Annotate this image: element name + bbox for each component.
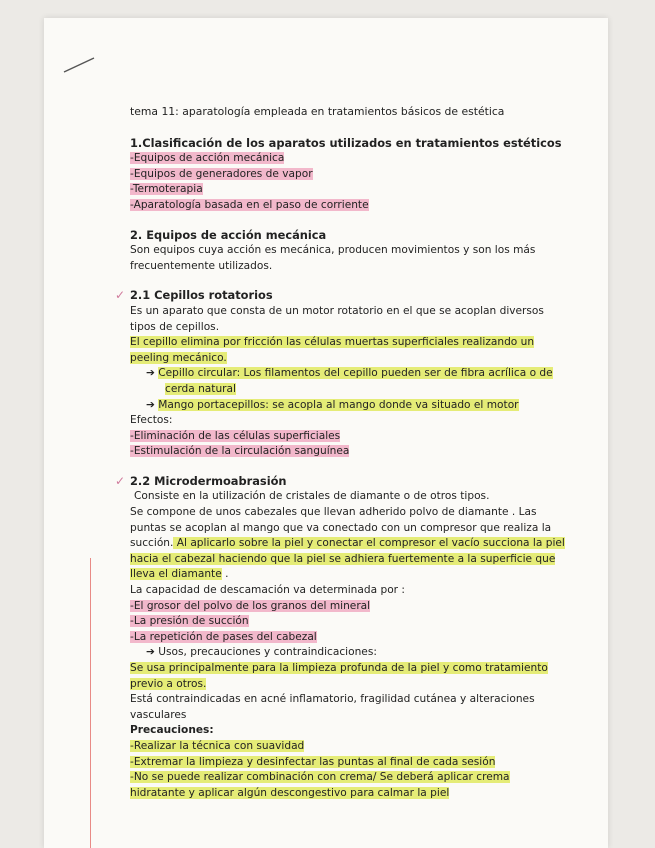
margin-line [90,558,91,848]
s22-highlight: hacia el cabezal haciendo que la piel se adhiera fuertemente a la superficie que [130,552,556,565]
bullet-mango: Mango portacepillos: se acopla al mango donde va situado el motor [158,398,519,411]
precaucion-item: hidratante y aplicar algún descongestivo para calmar la piel [130,786,450,799]
capacidad-item: -La repetición de pases del cabezal [130,630,317,643]
s1-item: -Aparatología basada en el paso de corriente [130,198,369,211]
section-1-heading: 1.Clasificación de los aparatos utilizados en tratamientos estéticos [130,135,562,150]
precauciones-label: Precauciones: [130,724,214,737]
contra-text: Está contraindicadas en acné inflamatorio, fragilidad cutánea y alteraciones [130,693,535,706]
section-2-heading: 2. Equipos de acción mecánica [130,227,327,242]
s21-text: Es un aparato que consta de un motor rotatorio en el que se acoplan diversos [130,304,544,317]
section-2-2-heading: 2.2 Microdermoabrasión [130,473,287,488]
arrow-icon: ➔ [146,646,155,659]
capacidad-item: -La presión de succión [130,615,249,628]
notes-page [44,18,608,848]
pencil-stroke [62,56,96,74]
s2-text: frecuentemente utilizados. [130,259,273,272]
s22-text: . [221,568,229,581]
document-title: tema 11: aparatología empleada en tratamientos básicos de estética [130,105,505,118]
s22-text: puntas se acoplan al mango que va conectado con un compresor que realiza la [130,521,552,534]
arrow-icon: ➔ [146,367,155,380]
usos-highlight: previo a otros. [130,677,207,690]
capacidad-text: La capacidad de descamación va determinada por : [130,584,405,597]
check-mark-icon: ✓ [115,288,126,303]
efecto-item: -Eliminación de las células superficiales [130,429,341,442]
s22-text: succión. [130,537,174,550]
s21-highlight: El cepillo elimina por fricción las células muertas superficiales realizando un [130,336,535,349]
capacidad-item: -El grosor del polvo de los granos del mineral [130,599,371,612]
precaucion-item: -No se puede realizar combinación con crema/ Se deberá aplicar crema [130,771,510,784]
s21-text: tipos de cepillos. [130,320,220,333]
notes-content [115,104,585,801]
efecto-item: -Estimulación de la circulación sanguínea [130,445,350,458]
check-mark-icon: ✓ [115,473,126,488]
s21-highlight: peeling mecánico. [130,351,227,364]
s1-item: -Equipos de acción mecánica [130,152,285,165]
precaucion-item: -Extremar la limpieza y desinfectar las puntas al final de cada sesión [130,755,496,768]
arrow-icon: ➔ [146,398,155,411]
s22-text: Se compone de unos cabezales que llevan adherido polvo de diamante . Las [130,506,537,519]
s1-item: -Termoterapia [130,183,203,196]
s22-text: Consiste en la utilización de cristales de diamante o de otros tipos. [134,490,490,503]
bullet-cepillo-circular: Cepillo circular: Los filamentos del cepillo pueden ser de fibra acrílica o de [158,367,553,380]
usos-heading: Usos, precauciones y contraindicaciones: [158,646,377,659]
s22-highlight: Al aplicarlo sobre la piel y conectar el compresor el vacío succiona la piel [173,537,565,550]
bullet-cepillo-circular-cont: cerda natural [165,382,236,395]
contra-text: vasculares [130,708,187,721]
s1-item: -Equipos de generadores de vapor [130,167,313,180]
section-2-1-heading: 2.1 Cepillos rotatorios [130,288,273,303]
efectos-label: Efectos: [130,414,173,427]
s22-highlight: lleva el diamante [130,568,222,581]
s2-text: Son equipos cuya acción es mecánica, producen movimientos y son los más [130,244,536,257]
precaucion-item: -Realizar la técnica con suavidad [130,739,305,752]
usos-highlight: Se usa principalmente para la limpieza profunda de la piel y como tratamiento [130,662,548,674]
